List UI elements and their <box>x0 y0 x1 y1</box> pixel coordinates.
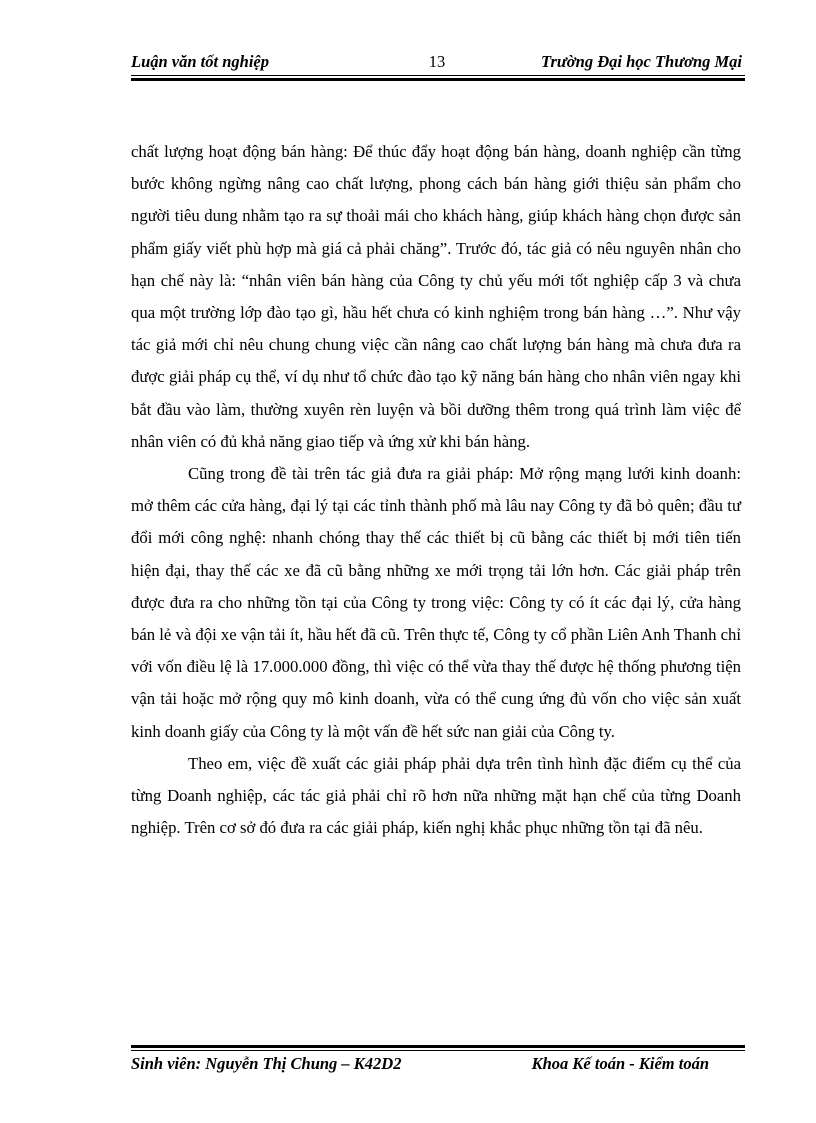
paragraph-3: Theo em, việc đề xuất các giải pháp phải dựa trên tình hình đặc điểm cụ thể của từng Doanh nghiệp, các tác giả phải chỉ rõ hơn nữa những mặt hạn chế của từng Doanh nghiệp. Trên cơ sở đó đưa ra các giải pháp, kiến nghị khắc phục những tồn tại đã nêu. <box>131 753 741 838</box>
header-university: Trường Đại học Thương Mại <box>541 52 742 71</box>
footer-faculty: Khoa Kế toán - Kiểm toán <box>531 1054 709 1073</box>
header-thesis-title: Luận văn tốt nghiệp <box>131 52 269 71</box>
header-rule-thin <box>131 75 745 76</box>
footer-student: Sinh viên: Nguyễn Thị Chung – K42D2 <box>131 1054 402 1073</box>
page-footer <box>131 1054 745 1076</box>
paragraph-2: Cũng trong đề tài trên tác giả đưa ra giải pháp: Mở rộng mạng lưới kinh doanh: mở thêm các cửa hàng, đại lý tại các tỉnh thành phố mà lâu nay Công ty đã bỏ quên; đầu tư đổi mới công nghệ: nhanh chóng thay thế các thiết bị cũ bằng các thiết bị mới tiên tiến hiện đại, thay thế các xe đã cũ bằng những xe mới trọng tải lớn hơn. Các giải pháp trên được đưa ra cho những tồn tại của Công ty trong việc: Công ty có ít các đại lý, cửa hàng bán lẻ và đội xe vận tải ít, hầu hết đã cũ. Trên thực tế, Công ty cổ phần Liên Anh Thanh chỉ với vốn điều lệ là 17.000.000 đồng, thì việc có thể vừa thay thế được hệ thống phương tiện vận tải hoặc mở rộng quy mô kinh doanh, vừa có thể cung ứng đủ vốn cho việc sản xuất kinh doanh giấy của Công ty là một vấn đề hết sức nan giải của Công ty. <box>131 464 741 741</box>
footer-rule-thick <box>131 1045 745 1048</box>
header-rule-thick <box>131 78 745 81</box>
body-text <box>131 136 741 844</box>
page-number: 13 <box>428 52 446 71</box>
page-header <box>131 52 745 74</box>
footer-rule-thin <box>131 1050 745 1051</box>
paragraph-1: chất lượng hoạt động bán hàng: Để thúc đẩy hoạt động bán hàng, doanh nghiệp cần từng bước không ngừng nâng cao chất lượng, phong cách bán hàng giới thiệu sản phẩm cho người tiêu dung nhằm tạo ra sự thoải mái cho khách hàng, giúp khách hàng chọn được sản phẩm giấy viết phù hợp mà giá cả phải chăng”. Trước đó, tác giả có nêu nguyên nhân cho hạn chế này là: “nhân viên bán hàng của Công ty chủ yếu mới tốt nghiệp cấp 3 và chưa qua một trường lớp đào tạo gì, hầu hết chưa có kinh nghiệm trong bán hàng …”. Như vậy tác giả mới chỉ nêu chung chung việc cần nâng cao chất lượng bán hàng mà chưa đưa ra được giải pháp cụ thể, ví dụ như tổ chức đào tạo kỹ năng bán hàng cho nhân viên ngay khi bắt đầu vào làm, thường xuyên rèn luyện và bồi dưỡng thêm trong quá trình làm việc để nhân viên có đủ khả năng giao tiếp và ứng xử khi bán hàng. <box>131 142 741 451</box>
